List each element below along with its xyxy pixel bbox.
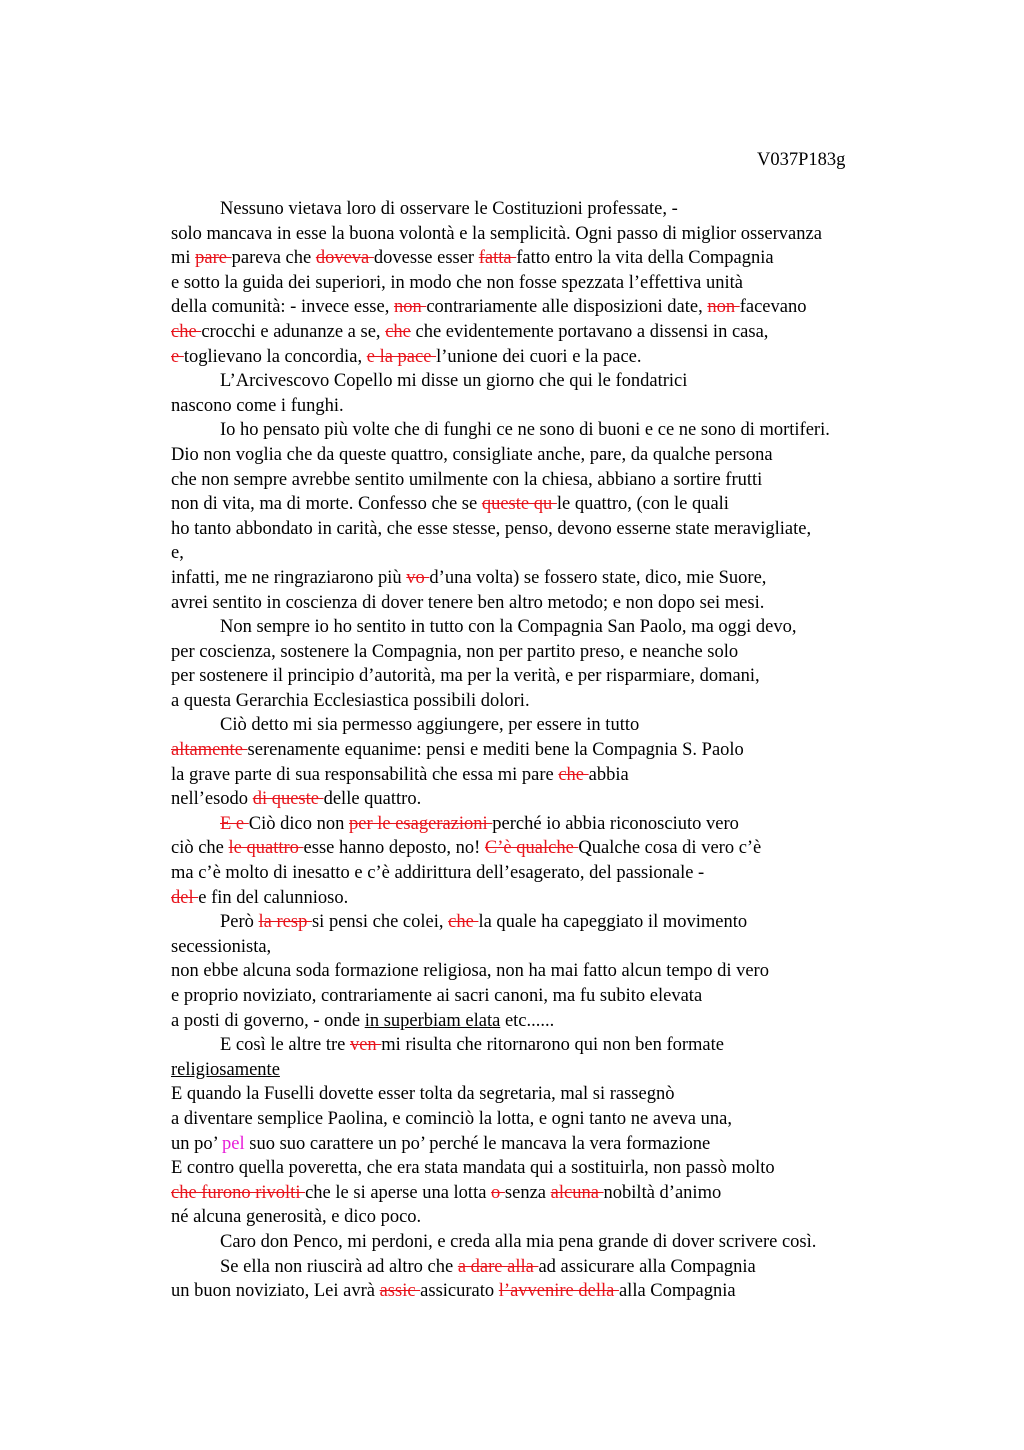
text-segment: a questa Gerarchia Ecclesiastica possibili dolori. <box>171 690 530 711</box>
text-segment: toglievano la concordia, <box>183 346 367 367</box>
deleted-text: le quattro <box>228 838 304 859</box>
deleted-text: che <box>385 321 411 342</box>
text-segment: ma c’è molto di inesatto e c’è addirittura dell’esagerato, del passionale - <box>171 863 705 884</box>
text-segment: E quando la Fuselli dovette esser tolta da segretaria, mal si rassegnò <box>171 1084 675 1105</box>
text-line <box>171 959 931 984</box>
text-segment: Io ho pensato più volte che di funghi ce ne sono di buoni e ce ne sono di mortiferi. <box>220 420 830 441</box>
text-segment: delle quattro. <box>323 789 422 810</box>
text-segment: della comunità: - invece esse, <box>171 297 394 318</box>
deleted-text: ven <box>349 1035 382 1056</box>
text-segment: ciò che <box>171 838 229 859</box>
text-line <box>171 541 931 566</box>
text-line <box>171 222 931 247</box>
text-segment: nascono come i funghi. <box>171 395 344 416</box>
underlined-text: in superbiam elata <box>364 1010 501 1031</box>
text-segment: nell’esodo <box>171 789 253 810</box>
text-segment: E contro quella poveretta, che era stata mandata qui a sostituirla, non passò molto <box>171 1158 775 1179</box>
deleted-text: non <box>707 297 740 318</box>
text-segment: l’unione dei cuori e la pace. <box>436 346 642 367</box>
text-line <box>171 615 931 640</box>
deleted-text: la resp <box>258 912 312 933</box>
text-segment: e sotto la guida dei superiori, in modo che non fosse spezzata l’effettiva unità <box>171 272 743 293</box>
deleted-text: pare <box>195 248 232 269</box>
text-segment: la quale ha capeggiato il movimento <box>478 912 748 933</box>
text-line <box>171 1205 931 1230</box>
text-segment: abbia <box>588 764 629 785</box>
text-segment: esse hanno deposto, no! <box>303 838 485 859</box>
text-segment: d’una volta) se fossero state, dico, mie Suore, <box>429 567 767 588</box>
text-segment: non di vita, ma di morte. Confesso che se <box>171 494 482 515</box>
text-segment: facevano <box>739 297 807 318</box>
text-line <box>171 836 931 861</box>
text-segment: un po’ <box>171 1133 223 1154</box>
text-segment: E così le altre tre <box>220 1035 350 1056</box>
text-line <box>171 1132 931 1157</box>
text-line <box>171 664 931 689</box>
deleted-text: e la pace <box>366 346 437 367</box>
deleted-text: alcuna <box>550 1182 604 1203</box>
deleted-text: o <box>491 1182 505 1203</box>
text-segment: fatto entro la vita della Compagnia <box>516 248 774 269</box>
deleted-text: E e <box>220 813 249 834</box>
text-line <box>171 369 931 394</box>
text-segment: che non sempre avrebbe sentito umilmente con la chiesa, abbiano a sortire frutti <box>171 469 763 490</box>
text-segment: mi risulta che ritornarono qui non ben formate <box>381 1035 724 1056</box>
text-segment: Se ella non riuscirà ad altro che <box>220 1256 458 1277</box>
deleted-text: assic <box>379 1281 421 1302</box>
text-segment: e fin del calunnioso. <box>198 887 349 908</box>
deleted-text: di queste <box>252 789 324 810</box>
deleted-text: queste qu <box>481 494 557 515</box>
text-line <box>171 1230 931 1255</box>
text-line <box>171 984 931 1009</box>
text-line <box>171 738 931 763</box>
deleted-text: che <box>171 321 202 342</box>
text-line <box>171 861 931 886</box>
text-segment: secessionista, <box>171 936 272 957</box>
text-segment: Caro don Penco, mi perdoni, e creda alla mia pena grande di dover scrivere così. <box>220 1231 817 1252</box>
deleted-text: fatta <box>478 248 517 269</box>
text-segment: crocchi e adunanze a se, <box>201 321 386 342</box>
text-line <box>171 591 931 616</box>
text-segment: avrei sentito in coscienza di dover tenere ben altro metodo; e non dopo sei mesi. <box>171 592 765 613</box>
text-line <box>171 812 931 837</box>
text-line <box>171 1033 931 1058</box>
text-segment: nobiltà d’animo <box>603 1182 722 1203</box>
text-line <box>171 1279 931 1304</box>
text-segment: la grave parte di sua responsabilità che essa mi pare <box>171 764 559 785</box>
document-id: V037P183g <box>757 150 846 170</box>
text-line <box>171 886 931 911</box>
text-line <box>171 394 931 419</box>
text-line <box>171 246 931 271</box>
text-segment: solo mancava in esse la buona volontà e la semplicità. Ogni passo di miglior osservanza <box>171 223 822 244</box>
text-line <box>171 1181 931 1206</box>
document-body <box>171 197 931 1304</box>
deleted-text: e <box>171 346 184 367</box>
text-line <box>171 640 931 665</box>
highlighted-text: pel <box>222 1133 245 1154</box>
text-segment: pareva che <box>231 248 316 269</box>
text-segment: dovesse esser <box>373 248 479 269</box>
text-line <box>171 689 931 714</box>
text-line <box>171 1107 931 1132</box>
text-segment: senza <box>504 1182 551 1203</box>
text-segment: che evidentemente portavano a dissensi in casa, <box>410 321 769 342</box>
text-line <box>171 271 931 296</box>
deleted-text: che <box>558 764 589 785</box>
text-line <box>171 492 931 517</box>
text-segment: le quattro, (con le quali <box>556 494 729 515</box>
text-line <box>171 763 931 788</box>
text-segment: e, <box>171 543 184 564</box>
text-segment: ho tanto abbondato in carità, che esse stesse, penso, devono esserne state meravigliate, <box>171 518 812 539</box>
text-line <box>171 468 931 493</box>
deleted-text: doveva <box>315 248 374 269</box>
text-line <box>171 1082 931 1107</box>
text-segment: a diventare semplice Paolina, e cominciò la lotta, e ogni tanto ne aveva una, <box>171 1108 732 1129</box>
text-segment: alla Compagnia <box>618 1281 736 1302</box>
text-line <box>171 443 931 468</box>
text-segment: L’Arcivescovo Copello mi disse un giorno che qui le fondatrici <box>220 371 688 392</box>
deleted-text: che furono rivolti <box>171 1182 306 1203</box>
text-line <box>171 1009 931 1034</box>
text-segment: Dio non voglia che da queste quattro, consigliate anche, pare, da qualche persona <box>171 444 773 465</box>
text-segment: serenamente equanime: pensi e mediti bene la Compagnia S. Paolo <box>247 740 744 761</box>
text-line <box>171 1058 931 1083</box>
text-segment: suo suo carattere un po’ perché le mancava la vera formazione <box>244 1133 711 1154</box>
text-line <box>171 910 931 935</box>
deleted-text: del <box>171 887 199 908</box>
text-segment: per sostenere il principio d’autorità, ma per la verità, e per risparmiare, domani, <box>171 666 760 687</box>
text-segment: etc...... <box>500 1010 555 1031</box>
text-segment: non ebbe alcuna soda formazione religiosa, non ha mai fatto alcun tempo di vero <box>171 961 769 982</box>
text-segment: assicurato <box>420 1281 499 1302</box>
text-line <box>171 1156 931 1181</box>
text-line <box>171 295 931 320</box>
text-segment: e proprio noviziato, contrariamente ai sacri canoni, ma fu subito elevata <box>171 986 703 1006</box>
text-segment: un buon noviziato, Lei avrà <box>171 1281 380 1302</box>
text-segment: Non sempre io ho sentito in tutto con la Compagnia San Paolo, ma oggi devo, <box>220 617 797 638</box>
text-line <box>171 713 931 738</box>
text-segment: Qualche cosa di vero c’è <box>578 838 762 859</box>
text-line <box>171 1255 931 1280</box>
text-segment: mi <box>171 248 196 269</box>
text-segment: a posti di governo, - onde <box>171 1010 365 1031</box>
text-line <box>171 566 931 591</box>
text-line <box>171 197 931 222</box>
text-segment: Però <box>220 912 259 933</box>
deleted-text: per le esagerazioni <box>348 813 493 834</box>
deleted-text: C’è qualche <box>484 838 579 859</box>
deleted-text: vo <box>406 567 430 588</box>
text-line <box>171 787 931 812</box>
text-line <box>171 517 931 542</box>
deleted-text: non <box>393 297 427 318</box>
underlined-text: religiosamente <box>171 1059 280 1080</box>
text-segment: Ciò detto mi sia permesso aggiungere, per essere in tutto <box>220 715 640 736</box>
deleted-text: che <box>448 912 479 933</box>
text-segment: si pensi che colei, <box>311 912 449 933</box>
text-segment: ad assicurare alla Compagnia <box>538 1256 756 1277</box>
text-line <box>171 418 931 443</box>
text-segment: perché io abbia riconosciuto vero <box>492 813 739 834</box>
deleted-text: altamente <box>171 740 248 761</box>
deleted-text: a dare alla <box>457 1256 539 1277</box>
text-segment: Nessuno vietava loro di osservare le Costituzioni professate, - <box>220 199 678 219</box>
deleted-text: l’avvenire della <box>498 1281 619 1302</box>
text-segment: per coscienza, sostenere la Compagnia, non per partito preso, e neanche solo <box>171 641 739 662</box>
text-segment: infatti, me ne ringraziarono più <box>171 567 407 588</box>
text-line <box>171 320 931 345</box>
text-line <box>171 345 931 370</box>
text-segment: Ciò dico non <box>248 813 349 834</box>
text-line <box>171 935 931 960</box>
text-segment: né alcuna generosità, e dico poco. <box>171 1207 422 1228</box>
text-segment: che le si aperse una lotta <box>305 1182 492 1203</box>
text-segment: contrariamente alle disposizioni date, <box>426 297 708 318</box>
